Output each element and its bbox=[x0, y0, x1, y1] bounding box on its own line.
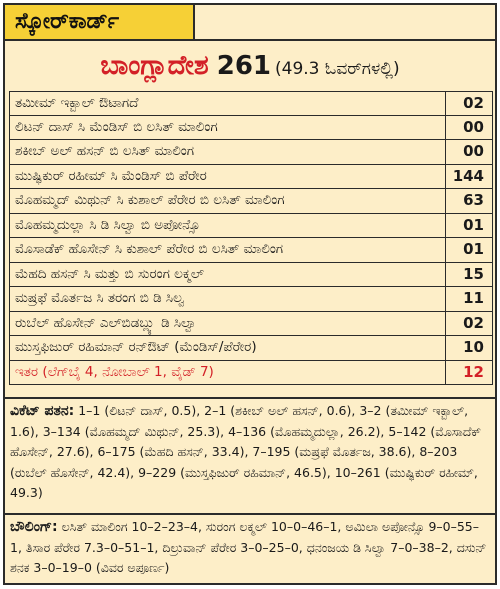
batsman-runs: 01 bbox=[446, 214, 493, 239]
team-name: ಬಾಂಗ್ಲಾದೇಶ bbox=[100, 50, 209, 81]
batsman-dismissal: ತಮೀಮ್ ಇಕ್ಬಾಲ್ ಔಟಾಗದೆ bbox=[9, 91, 446, 116]
fall-of-wickets-label: ವಿಕೆಟ್ ಪತನ: bbox=[10, 403, 75, 419]
batsman-runs: 02 bbox=[446, 91, 493, 116]
batsman-dismissal: ಲಿಟನ್ ದಾಸ್ ಸಿ ಮೆಂಡಿಸ್ ಬಿ ಲಸಿತ್ ಮಾಲಿಂಗ bbox=[9, 116, 446, 141]
batting-row bbox=[9, 189, 493, 214]
team-score: 261 bbox=[216, 51, 272, 81]
batsman-dismissal: ಮೊಸಾಡೆಕ್ ಹೊಸೇನ್ ಸಿ ಕುಶಾಲ್ ಪೆರೇರ ಬಿ ಲಸಿತ್ ಮಾಲಿಂಗ bbox=[9, 238, 446, 263]
batting-table bbox=[9, 91, 493, 385]
batsman-dismissal: ಮೆಹದಿ ಹಸನ್ ಸಿ ಮತ್ತು ಬಿ ಸುರಂಗ ಲಕ್ಮಲ್ bbox=[9, 263, 446, 288]
batting-row bbox=[9, 238, 493, 263]
batsman-runs: 00 bbox=[446, 140, 493, 165]
batting-row bbox=[9, 165, 493, 190]
header-strip bbox=[195, 5, 495, 41]
extras-label: ಇತರ (ಲೆಗ್‌ಬೈ 4, ನೋಬಾಲ್ 1, ವೈಡ್ 7) bbox=[9, 361, 446, 386]
batting-row bbox=[9, 312, 493, 337]
batting-row bbox=[9, 287, 493, 312]
batsman-dismissal: ರುಬೆಲ್ ಹೊಸೇನ್ ಎಲ್‌ಬಿಡಬ್ಲ್ಯು ಡಿ ಸಿಲ್ವಾ bbox=[9, 312, 446, 337]
batsman-runs: 63 bbox=[446, 189, 493, 214]
batsman-dismissal: ಮಷ್ರಫೆ ಮೊರ್ತಜ ಸಿ ತರಂಗ ಬಿ ಡಿ ಸಿಲ್ವ bbox=[9, 287, 446, 312]
batting-row bbox=[9, 336, 493, 361]
batsman-runs: 02 bbox=[446, 312, 493, 337]
scorecard bbox=[3, 3, 497, 585]
extras-row bbox=[9, 361, 493, 386]
team-overs: (49.3 ಓವರ್‌ಗಳಲ್ಲಿ) bbox=[275, 59, 400, 79]
batting-row bbox=[9, 263, 493, 288]
divider bbox=[5, 397, 495, 399]
batsman-runs: 01 bbox=[446, 238, 493, 263]
team-summary bbox=[5, 41, 495, 91]
batsman-dismissal: ಮೊಹಮ್ಮದ್ ಮಿಥುನ್ ಸಿ ಕುಶಾಲ್ ಪೆರೇರ ಬಿ ಲಸಿತ್ ಮಾಲಿಂಗ bbox=[9, 189, 446, 214]
batsman-runs: 11 bbox=[446, 287, 493, 312]
bowling-figures bbox=[10, 517, 489, 579]
batting-row bbox=[9, 91, 493, 116]
batsman-dismissal: ಮುಷ್ಫಿಕುರ್ ರಹೀಮ್ ಸಿ ಮೆಂಡಿಸ್ ಬಿ ಪೆರೇರ bbox=[9, 165, 446, 190]
bowling-text: ಲಸಿತ್ ಮಾಲಿಂಗ 10–2–23–4, ಸುರಂಗ ಲಕ್ಮಲ್ 10–0–46–1, ಅಮಿಲಾ ಅಪೋನ್ಸೊ 9–0–55–1, ತಿಸಾರ ಪೆರೇರ 7.3–0–51–1, ದಿಲ್ರುವಾನ್ ಪೆರೇರ 3–0–25–0, ಧನಂಜಯ ಡಿ ಸಿಲ್ವಾ 7–0–38–2, ದಸುನ್ ಶನಕ 3–0–19–0 (ವಿವರ ಅಪೂರ್ಣ) bbox=[10, 519, 487, 575]
batsman-runs: 144 bbox=[446, 165, 493, 190]
divider bbox=[5, 513, 495, 515]
bowling-label: ಬೌಲಿಂಗ್: bbox=[10, 519, 58, 535]
fall-of-wickets bbox=[10, 401, 489, 504]
batsman-dismissal: ಮುಸ್ತಫಿಜುರ್ ರಹಿಮಾನ್ ರನ್‌ಔಟ್ (ಮೆಂಡಿಸ್/ಪೆರೇರ) bbox=[9, 336, 446, 361]
batting-row bbox=[9, 214, 493, 239]
fall-of-wickets-text: 1–1 (ಲಿಟನ್ ದಾಸ್, 0.5), 2–1 (ಶಕೀಬ್ ಅಲ್ ಹಸನ್, 0.6), 3–2 (ತಮೀಮ್ ಇಕ್ಬಾಲ್, 1.6), 3–134 (ಮೊಹಮ್ಮದ್ ಮಿಥುನ್, 25.3), 4–136 (ಮೊಹಮ್ಮದುಲ್ಲಾ, 26.2), 5–142 (ಮೊಸಾದೆಕ್ ಹೊಸೇನ್, 27.6), 6–175 (ಮೆಹದಿ ಹಸನ್, 33.4), 7–195 (ಮಷ್ರಫೆ ಮೊರ್ತಜ, 38.6), 8–203 (ರುಬೆಲ್ ಹೊಸೇನ್, 42.4), 9–229 (ಮುಸ್ತಫಿಜುರ್ ರಹಿಮಾನ್, 46.5), 10–261 (ಮುಷ್ಫಿಕುರ್ ರಹೀಮ್, 49.3) bbox=[10, 403, 482, 500]
batsman-dismissal: ಶಕೀಬ್ ಅಲ್ ಹಸನ್ ಬಿ ಲಸಿತ್ ಮಾಲಿಂಗ bbox=[9, 140, 446, 165]
batsman-runs: 15 bbox=[446, 263, 493, 288]
batsman-runs: 00 bbox=[446, 116, 493, 141]
batting-row bbox=[9, 116, 493, 141]
batting-row bbox=[9, 140, 493, 165]
batsman-dismissal: ಮೊಹಮ್ಮದುಲ್ಲಾ ಸಿ ಡಿ ಸಿಲ್ವಾ ಬಿ ಅಪೋನ್ಸೊ bbox=[9, 214, 446, 239]
extras-runs: 12 bbox=[446, 361, 493, 386]
batsman-runs: 10 bbox=[446, 336, 493, 361]
scorecard-title: ಸ್ಕೋರ್‌ಕಾರ್ಡ್ bbox=[5, 5, 195, 41]
